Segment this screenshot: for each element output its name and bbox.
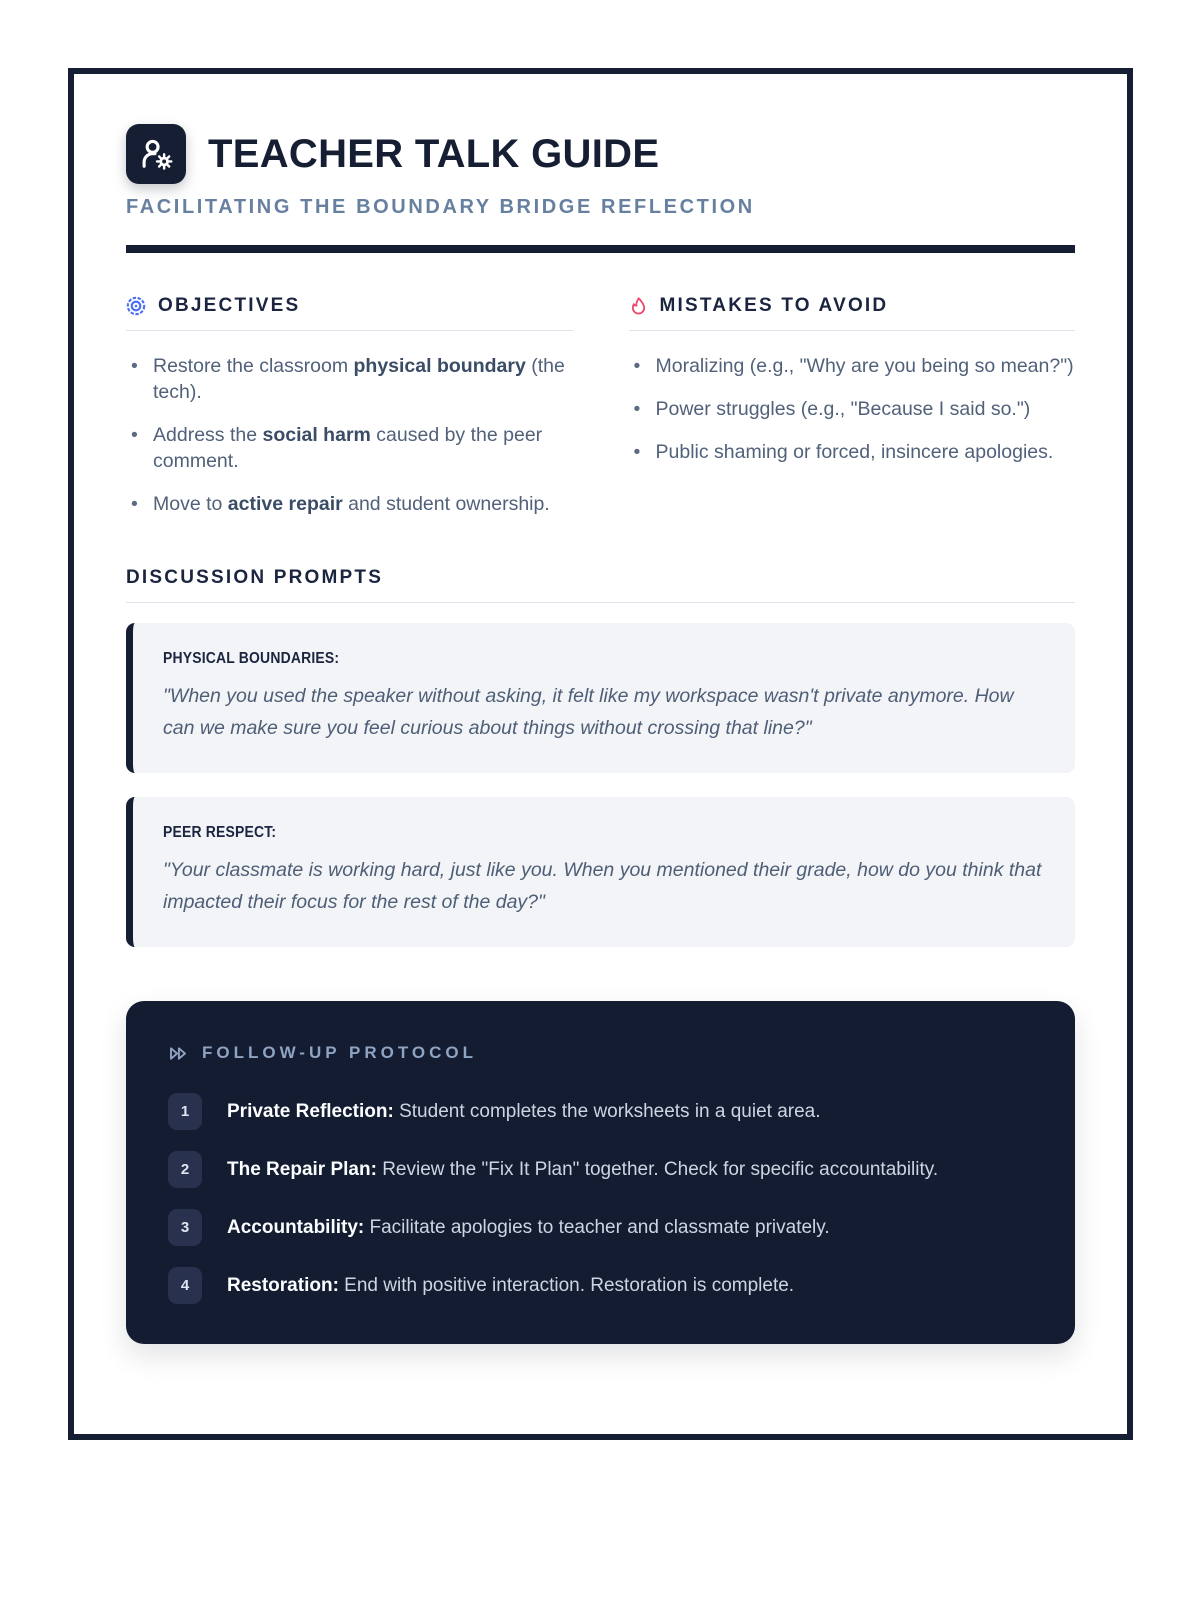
protocol-step xyxy=(168,1093,1033,1130)
prompt-label: PEER RESPECT: xyxy=(163,824,277,842)
mistakes-header xyxy=(629,295,1076,317)
objectives-column xyxy=(126,295,573,517)
mistakes-column xyxy=(629,295,1076,517)
flame-icon xyxy=(629,296,648,317)
header-rule xyxy=(126,245,1075,253)
protocol-header xyxy=(168,1043,1033,1063)
step-text: Accountability: Facilitate apologies to teacher and classmate privately. xyxy=(227,1217,830,1239)
two-column-section xyxy=(126,295,1075,517)
step-number-badge: 1 xyxy=(168,1093,202,1130)
divider xyxy=(126,602,1075,603)
list-item: • Restore the classroom physical boundary (the tech). xyxy=(126,353,573,405)
discussion-prompts-heading: DISCUSSION PROMPTS xyxy=(126,567,384,588)
prompt-card-physical-boundaries xyxy=(126,623,1075,773)
document-page xyxy=(68,68,1133,1440)
header xyxy=(126,124,1075,184)
list-item: • Moralizing (e.g., "Why are you being so mean?") xyxy=(629,353,1076,379)
protocol-steps xyxy=(168,1093,1033,1304)
fast-forward-icon xyxy=(168,1044,189,1063)
list-item: • Power struggles (e.g., "Because I said so.") xyxy=(629,396,1076,422)
follow-up-protocol-card xyxy=(126,1001,1075,1344)
discussion-prompts-section xyxy=(126,567,1075,947)
page-subtitle: FACILITATING THE BOUNDARY BRIDGE REFLECTION xyxy=(126,196,755,218)
prompt-quote: "Your classmate is working hard, just like you. When you mentioned their grade, how do you think that impacted their focus for the rest of the day?" xyxy=(163,859,1042,913)
protocol-step xyxy=(168,1151,1033,1188)
objectives-list xyxy=(126,353,573,517)
protocol-heading: FOLLOW-UP PROTOCOL xyxy=(202,1043,478,1063)
step-text: The Repair Plan: Review the "Fix It Plan" together. Check for specific accountability. xyxy=(227,1159,939,1181)
target-icon xyxy=(126,296,146,316)
prompt-quote: "When you used the speaker without asking, it felt like my workspace wasn't private anymore. How can we make sure you feel curious about things without crossing that line?" xyxy=(163,685,1014,739)
step-text: Private Reflection: Student completes the worksheets in a quiet area. xyxy=(227,1101,821,1123)
objectives-header xyxy=(126,295,573,317)
user-gear-icon xyxy=(137,135,175,173)
protocol-step xyxy=(168,1267,1033,1304)
objectives-heading: OBJECTIVES xyxy=(158,295,301,316)
list-item: • Public shaming or forced, insincere apologies. xyxy=(629,439,1076,465)
step-number-badge: 2 xyxy=(168,1151,202,1188)
prompt-label: PHYSICAL BOUNDARIES: xyxy=(163,650,340,667)
prompt-card-peer-respect xyxy=(126,797,1075,947)
step-number-badge: 3 xyxy=(168,1209,202,1246)
mistakes-list xyxy=(629,353,1076,465)
step-number-badge: 4 xyxy=(168,1267,202,1304)
logo-box xyxy=(126,124,186,184)
protocol-step xyxy=(168,1209,1033,1246)
page-title: TEACHER TALK GUIDE xyxy=(208,131,660,176)
list-item: • Move to active repair and student ownership. xyxy=(126,491,573,517)
mistakes-heading: MISTAKES TO AVOID xyxy=(659,295,889,316)
divider xyxy=(629,330,1076,331)
list-item: • Address the social harm caused by the peer comment. xyxy=(126,422,573,474)
divider xyxy=(126,330,573,331)
step-text: Restoration: End with positive interaction. Restoration is complete. xyxy=(227,1275,795,1297)
